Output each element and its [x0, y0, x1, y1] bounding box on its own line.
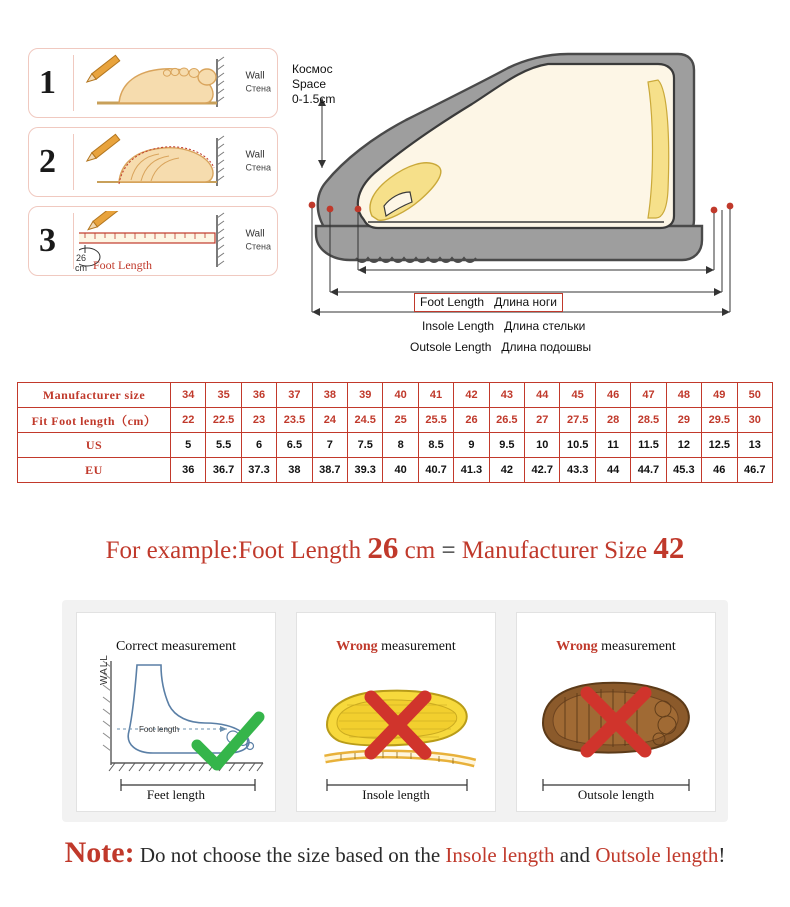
- cell: 43: [489, 383, 524, 408]
- cell: 37.3: [241, 458, 276, 483]
- cell: 23.5: [277, 408, 312, 433]
- note-text-1: Do not choose the size based on the: [139, 843, 441, 867]
- cell: 26.5: [489, 408, 524, 433]
- measure-outsole-length-en: Outsole Length: [410, 340, 492, 354]
- cell: 50: [737, 383, 773, 408]
- cell: 44: [595, 458, 630, 483]
- note-text-2: and: [559, 843, 591, 867]
- step-2-wall-ru: Стена: [245, 162, 271, 173]
- measure-outsole-length-ru: Длина подошвы: [501, 340, 592, 354]
- cell: 42.7: [525, 458, 560, 483]
- panel-3-title-highlight: Wrong: [556, 639, 598, 654]
- cell: 49: [702, 383, 737, 408]
- step-1-wall-ru: Стена: [245, 83, 271, 94]
- cell: 24.5: [348, 408, 383, 433]
- cell: 44: [525, 383, 560, 408]
- cell: 6.5: [277, 433, 312, 458]
- step-3-foot-length-label: Foot Length: [93, 258, 152, 272]
- step-1-number: 1: [39, 64, 56, 101]
- step-2-number: 2: [39, 143, 56, 180]
- step-3: [28, 206, 278, 276]
- cell: 23: [241, 408, 276, 433]
- cell: 28: [595, 408, 630, 433]
- step-1-wall-label: [245, 71, 271, 96]
- cell: 47: [631, 383, 666, 408]
- row-header-eu: EU: [18, 458, 171, 483]
- cell: 27: [525, 408, 560, 433]
- cell: 11.5: [631, 433, 666, 458]
- example-equals: =: [441, 537, 456, 564]
- table-row: [18, 458, 773, 483]
- panel-1-illustration: [77, 613, 275, 811]
- panel-wrong-outsole: [516, 612, 716, 812]
- cell: 40.7: [418, 458, 453, 483]
- step-2-foot-illustration: [79, 132, 229, 192]
- row-header-us: US: [18, 433, 171, 458]
- measure-outsole-length: [410, 340, 591, 354]
- cell: 7.5: [348, 433, 383, 458]
- cell: 40: [383, 383, 418, 408]
- step-2-divider: [73, 134, 74, 190]
- cell: 29.5: [702, 408, 737, 433]
- cell: 41: [418, 383, 453, 408]
- cell: 36.7: [206, 458, 241, 483]
- panel-1-caption: Feet length: [146, 787, 206, 802]
- cell: 45.3: [666, 458, 701, 483]
- cell: 36: [171, 458, 206, 483]
- steps-panel: [28, 48, 278, 285]
- example-unit: cm: [404, 537, 436, 564]
- cell: 27.5: [560, 408, 595, 433]
- measure-insole-length-ru: Длина стельки: [504, 319, 586, 333]
- cell: 25.5: [418, 408, 453, 433]
- cell: 7: [312, 433, 347, 458]
- cell: 38: [277, 458, 312, 483]
- cell: 28.5: [631, 408, 666, 433]
- measurement-examples-panels: [62, 600, 728, 822]
- step-2: [28, 127, 278, 197]
- cell: 25: [383, 408, 418, 433]
- cell: 38.7: [312, 458, 347, 483]
- panel-3-illustration: [517, 613, 715, 811]
- example-size-value: 42: [653, 530, 685, 565]
- table-row: [18, 408, 773, 433]
- cell: 9: [454, 433, 489, 458]
- cell: 39.3: [348, 458, 383, 483]
- panel-wrong-insole: [296, 612, 496, 812]
- cell: 8: [383, 433, 418, 458]
- cell: 24: [312, 408, 347, 433]
- panel-3-caption: Outsole length: [577, 787, 655, 802]
- row-header-manufacturer-size: Manufacturer size: [18, 383, 171, 408]
- step-1-wall-en: Wall: [245, 70, 265, 82]
- cell: 42: [489, 458, 524, 483]
- cell: 41.3: [454, 458, 489, 483]
- panel-2-illustration: [297, 613, 495, 811]
- panel-correct-measurement: [76, 612, 276, 812]
- step-3-divider: [73, 213, 74, 269]
- cell: 38: [312, 383, 347, 408]
- measure-foot-length-box: [414, 293, 563, 312]
- cell: 5: [171, 433, 206, 458]
- cell: 10: [525, 433, 560, 458]
- step-3-cm-unit: cm: [75, 263, 87, 273]
- cell: 6: [241, 433, 276, 458]
- step-1-divider: [73, 55, 74, 111]
- space-label-en: Space: [292, 77, 327, 91]
- measure-insole-length: [422, 319, 585, 333]
- step-3-wall-label: [245, 229, 271, 254]
- cell: 48: [666, 383, 701, 408]
- space-label-ru: Космос: [292, 62, 333, 76]
- cell: 36: [241, 383, 276, 408]
- step-1-foot-illustration: [79, 53, 229, 113]
- example-foot-length-value: 26: [367, 530, 399, 565]
- cell: 46: [702, 458, 737, 483]
- space-gap-label: [292, 62, 335, 107]
- cell: 40: [383, 458, 418, 483]
- cell: 42: [454, 383, 489, 408]
- cell: 26: [454, 408, 489, 433]
- cell: 10.5: [560, 433, 595, 458]
- cell: 44.7: [631, 458, 666, 483]
- panel-2-caption: Insole length: [362, 787, 430, 802]
- example-prefix: For example:Foot Length: [105, 537, 362, 564]
- note-word: Note:: [64, 836, 135, 869]
- cell: 37: [277, 383, 312, 408]
- cell: 46.7: [737, 458, 773, 483]
- cell: 43.3: [560, 458, 595, 483]
- measurement-instructions-section: [0, 0, 790, 365]
- panel-1-title: Correct measurement: [115, 639, 237, 654]
- note-line: [0, 836, 790, 870]
- cell: 9.5: [489, 433, 524, 458]
- shoe-cross-section-diagram: [286, 20, 776, 365]
- cell: 45: [560, 383, 595, 408]
- step-3-wall-en: Wall: [245, 228, 265, 240]
- cell: 12: [666, 433, 701, 458]
- step-2-wall-label: [245, 150, 271, 175]
- panel-3-title-rest: measurement: [597, 639, 676, 654]
- cell: 29: [666, 408, 701, 433]
- measure-foot-length-ru: Длина ноги: [494, 295, 557, 309]
- cell: 46: [595, 383, 630, 408]
- table-row: [18, 383, 773, 408]
- example-line: [0, 530, 790, 566]
- cell: 34: [171, 383, 206, 408]
- cell: 13: [737, 433, 773, 458]
- measure-foot-length-en: Foot Length: [420, 295, 485, 309]
- cell: 5.5: [206, 433, 241, 458]
- cell: 22.5: [206, 408, 241, 433]
- panel-2-title-rest: measurement: [377, 639, 456, 654]
- note-text-3: !: [718, 843, 726, 867]
- cell: 39: [348, 383, 383, 408]
- shoe-foot-svg: [286, 20, 776, 320]
- panel-2-title-highlight: Wrong: [336, 639, 378, 654]
- step-1: [28, 48, 278, 118]
- panel-1-wall-label: WALL: [99, 654, 110, 685]
- note-outsole-length: Outsole length: [595, 843, 719, 867]
- size-chart-table: [17, 382, 773, 483]
- measure-foot-length: [414, 295, 563, 309]
- step-2-wall-en: Wall: [245, 149, 265, 161]
- cell: 30: [737, 408, 773, 433]
- measure-insole-length-en: Insole Length: [422, 319, 495, 333]
- step-3-cm-number: 26: [75, 253, 86, 263]
- row-header-fit-foot-length: Fit Foot length（cm）: [18, 408, 171, 433]
- panel-1-foot-length-label: Foot length: [139, 725, 180, 734]
- space-value: 0-1.5cm: [292, 92, 336, 106]
- cell: 12.5: [702, 433, 737, 458]
- table-row: [18, 433, 773, 458]
- cell: 11: [595, 433, 630, 458]
- step-3-cm-value: [75, 253, 87, 273]
- step-3-number: 3: [39, 222, 56, 259]
- cell: 22: [171, 408, 206, 433]
- cell: 35: [206, 383, 241, 408]
- example-size-text: Manufacturer Size: [461, 537, 648, 564]
- cell: 8.5: [418, 433, 453, 458]
- size-chart-table-wrapper: [17, 382, 773, 483]
- step-3-wall-ru: Стена: [245, 241, 271, 252]
- note-insole-length: Insole length: [445, 843, 555, 867]
